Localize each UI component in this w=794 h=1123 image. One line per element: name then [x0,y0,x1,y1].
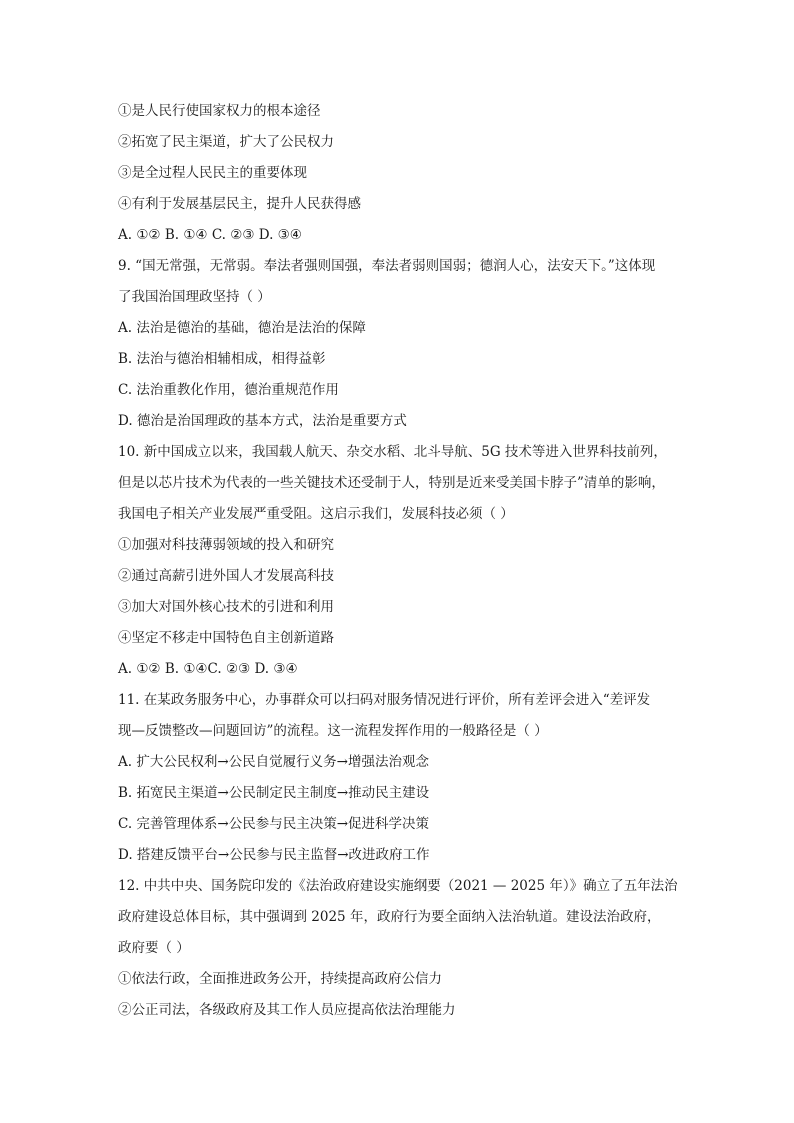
q11-choice-d: D. 搭建反馈平台→公民参与民主监督→改进政府工作 [118,847,430,863]
q11-choice-a: A. 扩大公民权利→公民自觉履行义务→增强法治观念 [118,754,429,770]
q9-choice-a: A. 法治是德治的基础，德治是法治的保障 [118,320,366,336]
q8-options: A. ①② B. ①④ C. ②③ D. ③④ [118,227,302,243]
q12-stem-line-3: 政府要（ ） [118,940,190,956]
q9-choice-c: C. 法治重教化作用，德治重规范作用 [118,382,339,398]
q9-stem-line-1: 9. “国无常强，无常弱。奉法者强则国强，奉法者弱则国弱；德润人心，法安天下。”这体现 [118,258,656,274]
q8-item-3: ③是全过程人民民主的重要体现 [118,165,307,181]
q12-stem-line-1: 12. 中共中央、国务院印发的《法治政府建设实施纲要（2021 — 2025 年）》确立了五年法治 [118,878,678,894]
q11-choice-c: C. 完善管理体系→公民参与民主决策→促进科学决策 [118,816,430,832]
q10-options: A. ①② B. ①④C. ②③ D. ③④ [118,661,298,677]
q9-choice-b: B. 法治与德治相辅相成，相得益彰 [118,351,326,367]
q10-item-3: ③加大对国外核心技术的引进和利用 [118,599,334,615]
q8-item-4: ④有利于发展基层民主，提升人民获得感 [118,196,361,212]
q12-stem-line-2: 政府建设总体目标，其中强调到 2025 年，政府行为要全面纳入法治轨道。建设法治政府， [118,909,661,925]
q8-item-2: ②拓宽了民主渠道，扩大了公民权力 [118,134,334,150]
q11-stem-line-1: 11. 在某政务服务中心，办事群众可以扫码对服务情况进行评价，所有差评会进入“差评发 [118,692,651,708]
q10-item-2: ②通过高薪引进外国人才发展高科技 [118,568,334,584]
question-content [118,101,688,1031]
q10-stem-line-3: 我国电子相关产业发展严重受阻。这启示我们，发展科技必须（ ） [118,506,514,522]
q10-item-4: ④坚定不移走中国特色自主创新道路 [118,630,334,646]
q10-stem-line-2: 但是以芯片技术为代表的一些关键技术还受制于人，特别是近来受美国卡脖子”清单的影响， [118,475,665,491]
q9-stem-line-2: 了我国治国理政坚持（ ） [118,289,271,305]
q12-item-2: ②公正司法，各级政府及其工作人员应提高依法治理能力 [118,1002,456,1018]
q8-item-1: ①是人民行使国家权力的根本途径 [118,103,321,119]
q11-stem-line-2: 现—反馈整改—问题回访”的流程。这一流程发挥作用的一般路径是（ ） [118,723,548,739]
q10-stem-line-1: 10. 新中国成立以来，我国载人航天、杂交水稻、北斗导航、5G 技术等进入世界科技前列， [118,444,667,460]
q11-choice-b: B. 拓宽民主渠道→公民制定民主制度→推动民主建设 [118,785,430,801]
q12-item-1: ①依法行政，全面推进政务公开，持续提高政府公信力 [118,971,442,987]
q10-item-1: ①加强对科技薄弱领域的投入和研究 [118,537,334,553]
q9-choice-d: D. 德治是治国理政的基本方式，法治是重要方式 [118,413,407,429]
